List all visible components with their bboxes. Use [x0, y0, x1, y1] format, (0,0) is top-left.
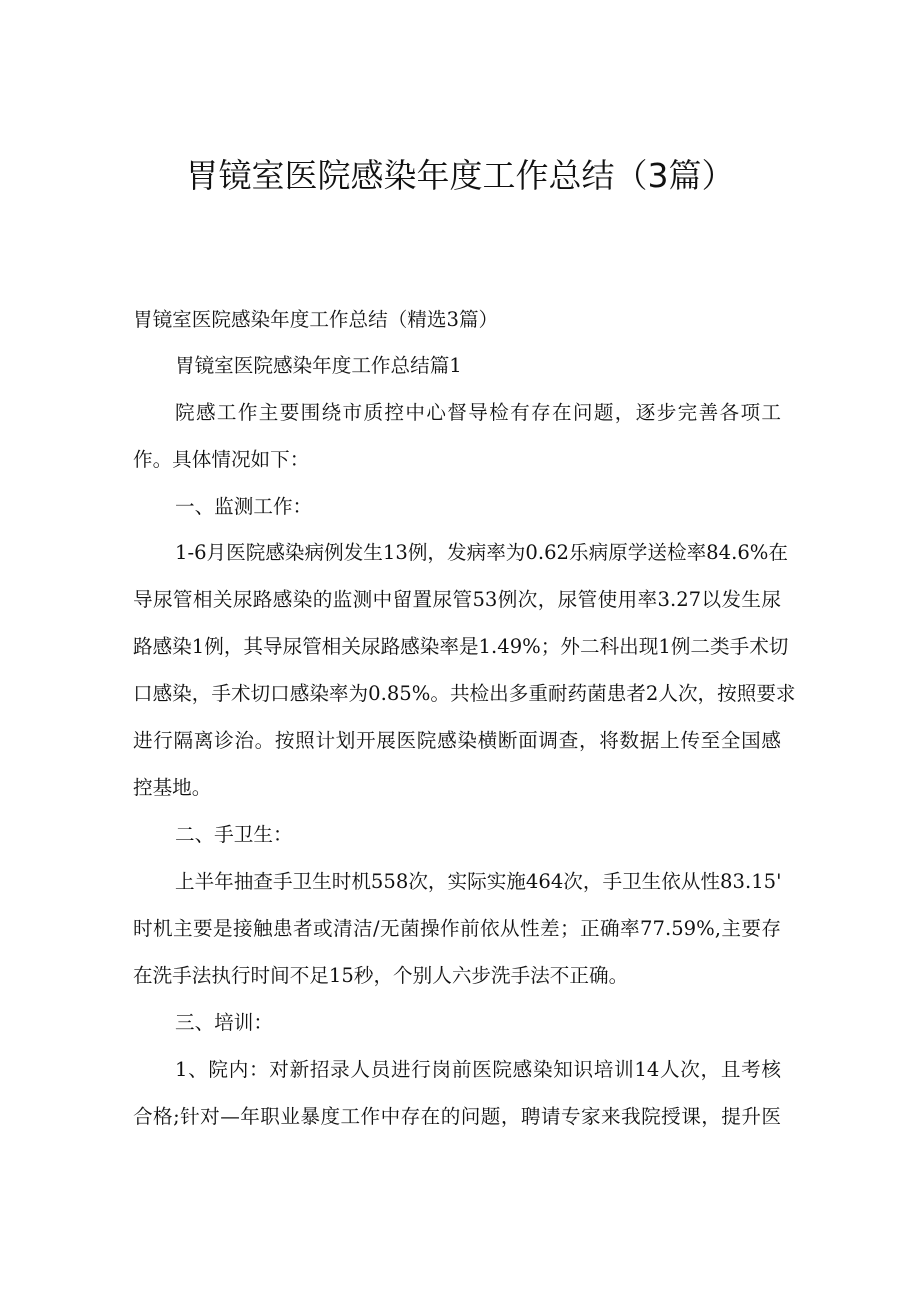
paragraph-line: 在洗手法执行时间不足15秒，个别人六步洗手法不正确。 [133, 964, 629, 987]
paragraph-line: 路感染1例，其导尿管相关尿路感染率是1.49%；外二科出现1例二类手术切 [133, 635, 789, 658]
document-subtitle: 胃镜室医院感染年度工作总结（精选3篇） [133, 308, 499, 331]
paragraph-line: 口感染，手术切口感染率为0.85%。共检出多重耐药菌患者2人次，按照要求 [133, 682, 796, 705]
paragraph-line: 时机主要是接触患者或清洁/无菌操作前依从性差；正确率77.59%,主要存 [133, 917, 781, 940]
document-title: 胃镜室医院感染年度工作总结（3篇） [185, 156, 735, 195]
paragraph-line: 进行隔离诊治。按照计划开展医院感染横断面调查，将数据上传至全国感 [133, 729, 781, 752]
heading-training: 三、培训： [175, 1011, 273, 1034]
section-heading: 胃镜室医院感染年度工作总结篇1 [175, 354, 462, 377]
paragraph-line: 控基地。 [133, 776, 212, 799]
paragraph-line: 上半年抽查手卫生时机558次，实际实施464次，手卫生依从性83.15' [175, 870, 782, 893]
paragraph-line: 作。具体情况如下： [133, 448, 310, 471]
paragraph-line: 1-6月医院感染病例发生13例，发病率为0.62乐病原学送检率84.6%在 [175, 541, 789, 564]
heading-monitoring: 一、监测工作： [175, 495, 313, 518]
heading-hand-hygiene: 二、手卫生： [175, 823, 293, 846]
paragraph-line: 1、院内：对新招录人员进行岗前医院感染知识培训14人次，且考核 [175, 1058, 781, 1081]
paragraph-line: 合格;针对—年职业暴度工作中存在的问题，聘请专家来我院授课，提升医 [133, 1105, 781, 1128]
paragraph-line: 导尿管相关尿路感染的监测中留置尿管53例次，尿管使用率3.27以发生尿 [133, 588, 781, 611]
paragraph-line: 院感工作主要围绕市质控中心督导检有存在问题，逐步完善各项工 [175, 401, 781, 424]
